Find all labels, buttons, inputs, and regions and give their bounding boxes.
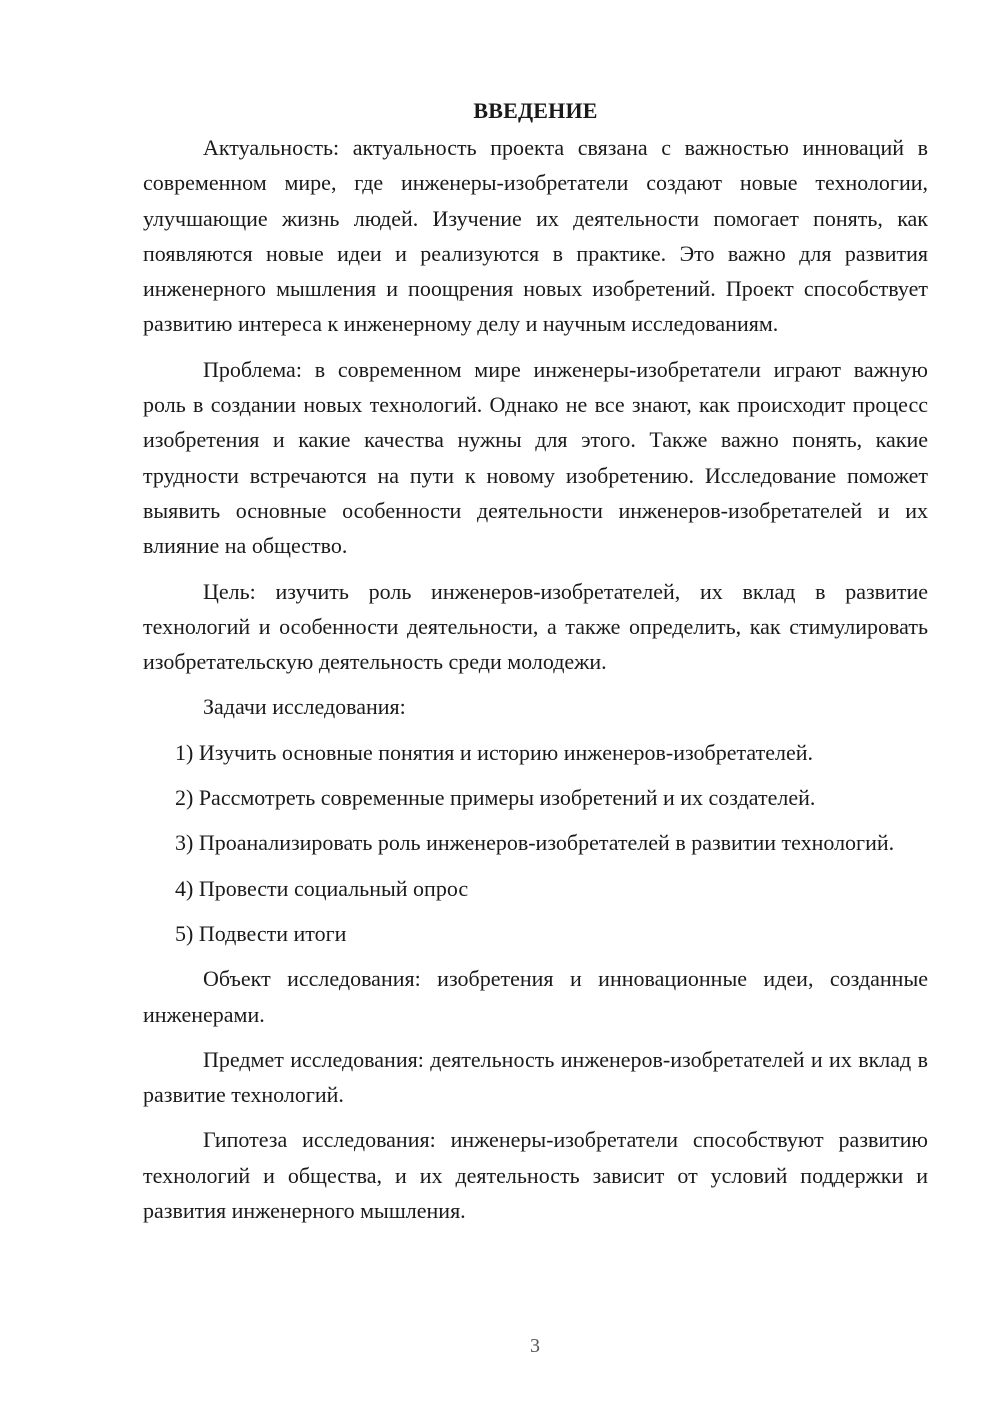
paragraph-subject: Предмет исследования: деятельность инженеров-изобретателей и их вклад в развитие технологий. bbox=[143, 1046, 928, 1108]
paragraph-problem: Проблема: в современном мире инженеры-изобретатели играют важную роль в создании новых технологий. Однако не все знают, как происходит процесс изобретения и какие качества нужны для этого. Также важно понять, какие трудности встречаются на пути к новому изобретению. Исследование поможет выявить основные особенности деятельности инженеров-изобретателей и их влияние на общество. bbox=[143, 356, 928, 559]
document-title: ВВЕДЕНИЕ bbox=[473, 98, 598, 123]
paragraph-goal: Цель: изучить роль инженеров-изобретателей, их вклад в развитие технологий и особенности деятельности, а также определить, как стимулировать изобретательскую деятельность среди молодежи. bbox=[143, 578, 928, 675]
paragraph-object: Объект исследования: изобретения и инновационные идеи, созданные инженерами. bbox=[143, 966, 928, 1027]
list-item: 3) Проанализировать роль инженеров-изобретателей в развитии технологий. bbox=[175, 830, 895, 856]
page-number: 3 bbox=[530, 1335, 540, 1357]
tasks-list bbox=[143, 735, 928, 951]
list-item: 1) Изучить основные понятия и историю инженеров-изобретателей. bbox=[175, 739, 813, 765]
document-page bbox=[143, 96, 928, 1228]
paragraph-hypothesis: Гипотеза исследования: инженеры-изобретатели способствуют развитию технологий и общества, и их деятельность зависит от условий поддержки и развития инженерного мышления. bbox=[143, 1127, 928, 1224]
list-item: 2) Рассмотреть современные примеры изобретений и их создателей. bbox=[175, 785, 816, 811]
tasks-heading: Задачи исследования: bbox=[203, 694, 406, 720]
list-item: 5) Подвести итоги bbox=[175, 920, 347, 946]
paragraph-relevance: Актуальность: актуальность проекта связана с важностью инноваций в современном мире, где инженеры-изобретатели создают новые технологии, улучшающие жизнь людей. Изучение их деятельности помогает понять, как появляются новые идеи и реализуются в практике. Это важно для развития инженерного мышления и поощрения новых изобретений. Проект способствует развитию интереса к инженерному делу и научным исследованиям. bbox=[143, 135, 928, 337]
list-item: 4) Провести социальный опрос bbox=[175, 875, 469, 901]
